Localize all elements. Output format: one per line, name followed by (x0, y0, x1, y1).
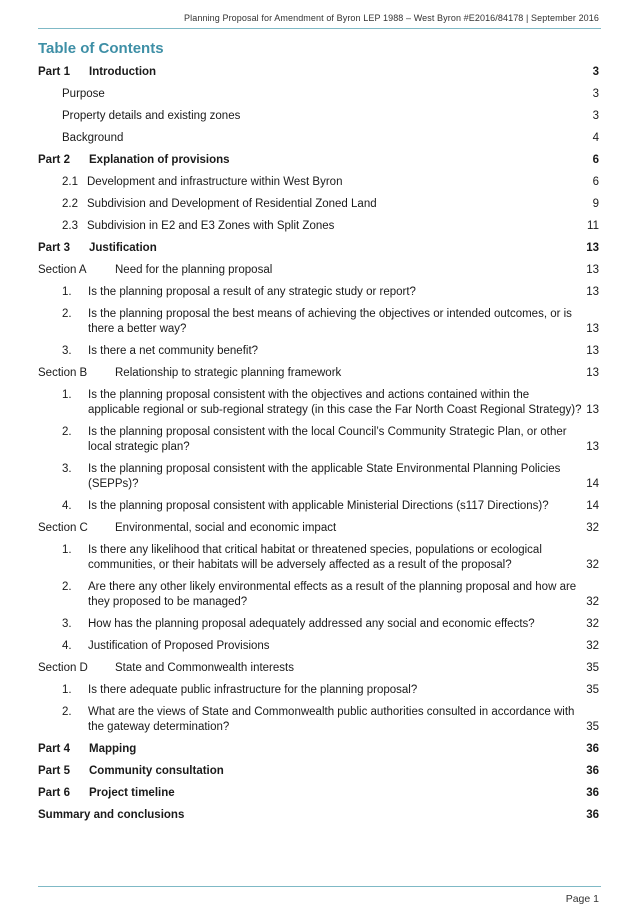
toc-entry-text (38, 65, 583, 80)
toc-entry-number: 3. (62, 463, 72, 475)
toc-entry-text (38, 153, 583, 168)
toc-entry-title: Need for the planning proposal (115, 264, 273, 276)
toc-entry-page: 36 (586, 809, 599, 821)
toc-entry[interactable] (38, 543, 599, 573)
toc-entry-title: Development and infrastructure within West Byron (87, 176, 343, 188)
toc-entry-text (62, 683, 583, 698)
toc-entry[interactable] (38, 786, 599, 801)
toc-entry-page: 13 (586, 264, 599, 276)
toc-entry-text (62, 425, 583, 455)
toc-entry-text (62, 87, 583, 102)
toc-entry-text (62, 175, 583, 190)
toc-entry-title: Project timeline (89, 787, 175, 799)
toc-entry-number: Part 2 (38, 154, 70, 166)
toc-entry-page: 3 (592, 110, 599, 122)
toc-entry-number: 2.2 (62, 198, 78, 210)
toc-entry[interactable] (38, 705, 599, 735)
toc-entry-page: 14 (586, 478, 599, 490)
toc-entry-text (62, 307, 583, 337)
toc-entry-number: 2. (62, 581, 72, 593)
toc-entry-page: 13 (586, 367, 599, 379)
toc-entry[interactable] (38, 109, 599, 124)
running-header: Planning Proposal for Amendment of Byron LEP 1988 – West Byron #E2016/84178 | September 2016 (184, 13, 599, 23)
toc-entry-title: What are the views of State and Commonwealth public authorities consulted in accordance with the gateway determination? (88, 706, 575, 733)
toc-entry-text (38, 661, 583, 676)
toc-entry-page: 35 (586, 684, 599, 696)
toc-entry[interactable] (38, 661, 599, 676)
toc-entry[interactable] (38, 197, 599, 212)
toc-entry[interactable] (38, 742, 599, 757)
toc-entry-text (62, 285, 583, 300)
toc-entry-number: 4. (62, 500, 72, 512)
toc-entry-page: 9 (592, 198, 599, 210)
toc-entry-title: Is there any likelihood that critical habitat or threatened species, populations or ecological communities, or their habitats will be adversely affected as a result of the proposal? (88, 544, 542, 571)
toc-entry-number: 2.1 (62, 176, 78, 188)
toc-entry-title: Justification (89, 242, 157, 254)
toc-entry[interactable] (38, 131, 599, 146)
toc-entry-title: Relationship to strategic planning framework (115, 367, 342, 379)
toc-entry-page: 32 (586, 640, 599, 652)
toc-entry[interactable] (38, 808, 599, 823)
toc-entry-number: 2. (62, 308, 72, 320)
toc-entry-page: 13 (586, 323, 599, 335)
toc-entry-title: Introduction (89, 66, 157, 78)
toc-entry-text (62, 197, 583, 212)
table-of-contents (38, 60, 599, 823)
toc-entry-text (38, 241, 583, 256)
toc-entry-page: 6 (592, 154, 599, 166)
toc-entry[interactable] (38, 764, 599, 779)
toc-entry[interactable] (38, 388, 599, 418)
toc-entry-number: 4. (62, 640, 72, 652)
toc-entry[interactable] (38, 683, 599, 698)
toc-entry-number: Part 4 (38, 743, 70, 755)
toc-entry-title: Is the planning proposal consistent with applicable Ministerial Directions (s117 Directions)? (88, 500, 549, 512)
toc-entry-number: Part 3 (38, 242, 70, 254)
toc-entry-page: 6 (592, 176, 599, 188)
toc-entry-title: Subdivision and Development of Residential Zoned Land (87, 198, 377, 210)
toc-entry-text (62, 109, 583, 124)
toc-entry-text (38, 764, 583, 779)
toc-entry[interactable] (38, 580, 599, 610)
toc-entry-number: 3. (62, 618, 72, 630)
toc-entry-text (38, 742, 583, 757)
toc-entry-page: 13 (586, 345, 599, 357)
toc-entry-title: State and Commonwealth interests (115, 662, 294, 674)
toc-entry[interactable] (38, 307, 599, 337)
toc-entry-page: 32 (586, 559, 599, 571)
toc-entry-title: Background (62, 132, 124, 144)
toc-entry-page: 13 (586, 242, 599, 254)
toc-entry-number: Section B (38, 367, 88, 379)
toc-entry-number: 2. (62, 706, 72, 718)
toc-entry-text (62, 131, 583, 146)
toc-entry-text (62, 462, 583, 492)
toc-entry[interactable] (38, 344, 599, 359)
toc-entry-number: 1. (62, 389, 72, 401)
toc-title: Table of Contents (38, 40, 164, 57)
toc-entry-title: Is the planning proposal a result of any strategic study or report? (88, 286, 416, 298)
toc-entry-number: 1. (62, 544, 72, 556)
toc-entry-title: Is there adequate public infrastructure for the planning proposal? (88, 684, 418, 696)
toc-entry-page: 35 (586, 721, 599, 733)
toc-entry-number: 3. (62, 345, 72, 357)
toc-entry-page: 36 (586, 787, 599, 799)
toc-entry-text (38, 786, 583, 801)
toc-entry[interactable] (38, 241, 599, 256)
toc-entry-number: Part 5 (38, 765, 70, 777)
toc-entry-title: Is there a net community benefit? (88, 345, 259, 357)
toc-entry-text (62, 580, 583, 610)
toc-entry-text (62, 543, 583, 573)
toc-entry[interactable] (38, 521, 599, 536)
toc-entry[interactable] (38, 499, 599, 514)
toc-entry-text (62, 344, 583, 359)
toc-entry[interactable] (38, 617, 599, 632)
toc-entry-number: 2. (62, 426, 72, 438)
toc-entry[interactable] (38, 219, 599, 234)
toc-entry-page: 11 (587, 220, 599, 232)
toc-entry-text (62, 499, 583, 514)
toc-entry-number: Part 6 (38, 787, 70, 799)
toc-entry-title: Summary and conclusions (38, 809, 185, 821)
toc-entry[interactable] (38, 263, 599, 278)
toc-entry-title: Justification of Proposed Provisions (88, 640, 270, 652)
toc-entry-text (62, 639, 583, 654)
toc-entry-page: 3 (592, 66, 599, 78)
toc-entry-page: 32 (586, 522, 599, 534)
toc-entry-text (62, 219, 583, 234)
toc-entry-page: 35 (586, 662, 599, 674)
toc-entry-page: 32 (586, 596, 599, 608)
toc-entry-text (38, 263, 583, 278)
toc-entry-title: How has the planning proposal adequately addressed any social and economic effects? (88, 618, 535, 630)
toc-entry-text (38, 366, 583, 381)
toc-entry-text (38, 808, 583, 823)
toc-entry-title: Environmental, social and economic impact (115, 522, 337, 534)
toc-entry-title: Community consultation (89, 765, 224, 777)
toc-entry-page: 3 (592, 88, 599, 100)
toc-entry-title: Is the planning proposal the best means of achieving the objectives or intended outcomes, or is there a better way? (88, 308, 572, 335)
toc-entry-text (62, 388, 583, 418)
toc-entry[interactable] (38, 87, 599, 102)
toc-entry[interactable] (38, 65, 599, 80)
toc-entry-page: 13 (586, 286, 599, 298)
toc-entry-title: Purpose (62, 88, 105, 100)
toc-entry-number: Section C (38, 522, 88, 534)
page-number: Page 1 (565, 893, 599, 905)
toc-entry[interactable] (38, 366, 599, 381)
toc-entry[interactable] (38, 462, 599, 492)
toc-entry-page: 4 (592, 132, 599, 144)
toc-entry-title: Mapping (89, 743, 137, 755)
toc-entry-number: 1. (62, 286, 72, 298)
toc-entry-title: Explanation of provisions (89, 154, 230, 166)
toc-entry-page: 36 (586, 765, 599, 777)
toc-entry[interactable] (38, 175, 599, 190)
toc-entry[interactable] (38, 425, 599, 455)
toc-entry-title: Is the planning proposal consistent with the applicable State Environmental Planning Policies (SEPPs)? (88, 463, 561, 490)
toc-entry-page: 32 (586, 618, 599, 630)
toc-entry-title: Is the planning proposal consistent with the local Council’s Community Strategic Plan, or other local strategic plan? (88, 426, 567, 453)
toc-entry-text (38, 521, 583, 536)
toc-entry-number: Part 1 (38, 66, 70, 78)
footer-divider (38, 886, 601, 887)
toc-entry-text (62, 617, 583, 632)
toc-entry[interactable] (38, 285, 599, 300)
toc-entry-page: 14 (586, 500, 599, 512)
toc-entry-number: 1. (62, 684, 72, 696)
toc-entry-title: Property details and existing zones (62, 110, 241, 122)
toc-entry-text (62, 705, 583, 735)
toc-entry-title: Is the planning proposal consistent with the objectives and actions contained within the applicable regional or sub-regional strategy (in this case the Far North Coast Regional Strategy)? (88, 389, 582, 416)
toc-entry-number: 2.3 (62, 220, 78, 232)
toc-entry[interactable] (38, 153, 599, 168)
toc-entry-title: Are there any other likely environmental effects as a result of the planning proposal and how are they proposed to be managed? (88, 581, 577, 608)
toc-entry-number: Section D (38, 662, 88, 674)
header-divider (38, 28, 601, 29)
toc-entry-number: Section A (38, 264, 87, 276)
toc-entry-title: Subdivision in E2 and E3 Zones with Split Zones (87, 220, 335, 232)
toc-entry-page: 36 (586, 743, 599, 755)
toc-entry[interactable] (38, 639, 599, 654)
toc-entry-page: 13 (586, 404, 599, 416)
toc-entry-page: 13 (586, 441, 599, 453)
